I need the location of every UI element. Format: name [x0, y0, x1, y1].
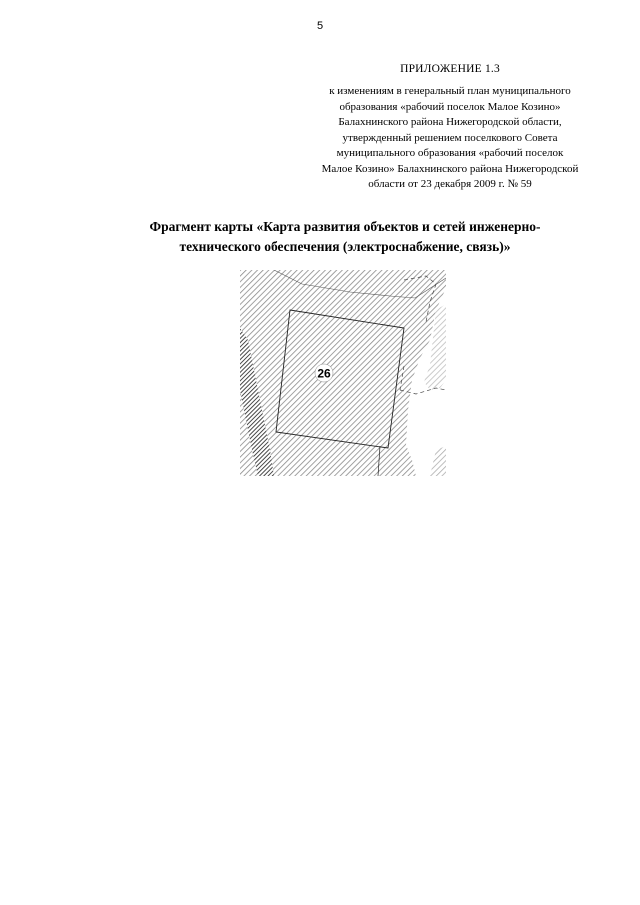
- map-fragment: [240, 270, 446, 476]
- map-fragment-image: [240, 270, 446, 476]
- appendix-line: Балахнинского района Нижегородской области,: [338, 116, 562, 128]
- fragment-title-line: Фрагмент карты «Карта развития объектов и сетей инженерно-: [149, 219, 541, 234]
- appendix-line: муниципального образования «рабочий поселок: [336, 147, 564, 159]
- appendix-line: утвержденный решением поселкового Совета: [342, 131, 558, 144]
- appendix-line: области от 23 декабря 2009 г. № 59: [368, 178, 532, 190]
- appendix-line: Малое Козино» Балахнинского района Нижегородской: [321, 162, 579, 175]
- fragment-title-line: технического обеспечения (электроснабжение, связь)»: [179, 239, 511, 254]
- hatched-territory: [240, 270, 446, 476]
- appendix-title: ПРИЛОЖЕНИЕ 1.3: [400, 63, 500, 75]
- parcel-label: 26: [317, 366, 331, 381]
- appendix-line: к изменениям в генеральный план муниципального: [329, 85, 571, 97]
- fragment-title: [0, 217, 640, 257]
- hatched-territory-right-lower: [430, 446, 446, 476]
- page-number: 5: [316, 20, 324, 32]
- appendix-line: образования «рабочий поселок Малое Козино»: [339, 100, 561, 113]
- appendix-description: [300, 84, 600, 193]
